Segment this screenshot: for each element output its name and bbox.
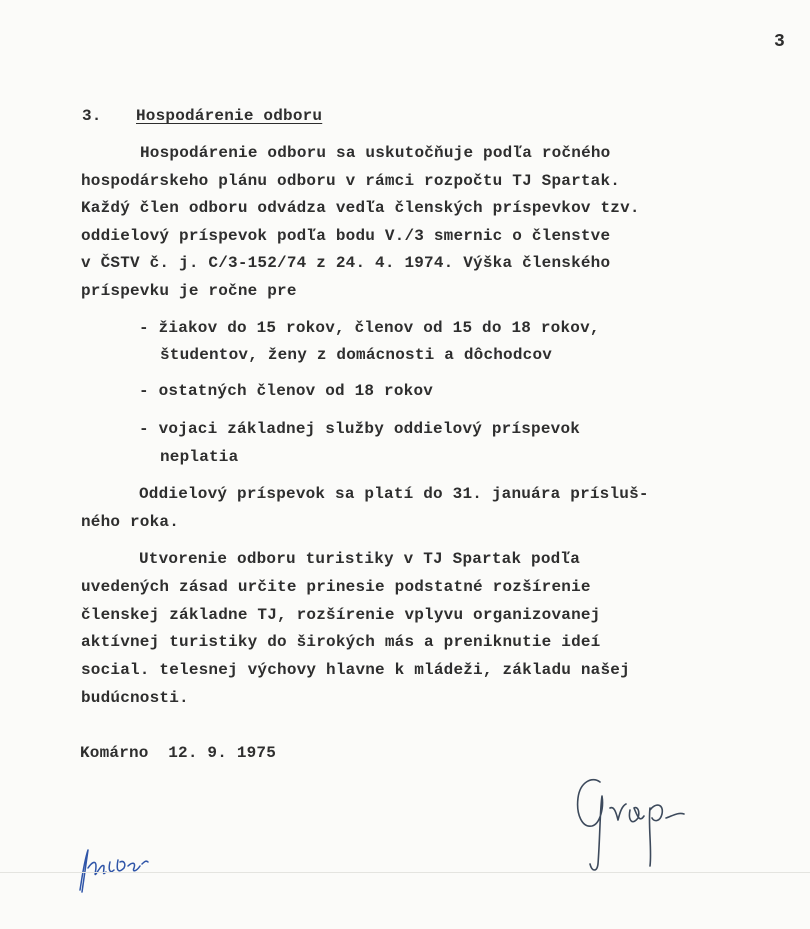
text-line: oddielový príspevok podľa bodu V./3 smernic o členstve [81,227,611,245]
scan-edge-line [0,872,810,873]
text-line: budúcnosti. [81,689,189,707]
text-line: Hospodárenie odboru sa uskutočňuje podľa ročného [140,144,611,162]
list-item: - vojaci základnej služby oddielový príspevok [139,420,581,438]
page-number: 3 [774,32,786,52]
text-line: Oddielový príspevok sa platí do 31. januára prísluš- [139,485,649,503]
list-item-continuation: študentov, ženy z domácnosti a dôchodcov [160,346,553,364]
text-line: Utvorenie odboru turistiky v TJ Spartak podľa [139,550,581,568]
signature-left [66,836,166,896]
signature-right [570,768,710,878]
list-item: - ostatných členov od 18 rokov [139,382,434,400]
text-line: Každý člen odboru odvádza vedľa členských príspevkov tzv. [81,199,640,217]
list-item: - žiakov do 15 rokov, členov od 15 do 18 rokov, [139,319,600,337]
place-and-date: Komárno 12. 9. 1975 [80,744,277,762]
section-number: 3. [82,107,102,125]
text-line: členskej základne TJ, rozšírenie vplyvu organizovanej [81,606,601,624]
text-line: uvedených zásad určite prinesie podstatné rozšírenie [81,578,591,596]
text-line: aktívnej turistiky do širokých más a preniknutie ideí [81,633,601,651]
text-line: hospodárskeho plánu odboru v rámci rozpočtu TJ Spartak. [81,172,621,190]
text-line: ného roka. [81,513,180,531]
text-line: príspevku je ročne pre [81,282,297,300]
section-title: Hospodárenie odboru [136,107,323,125]
text-line: social. telesnej výchovy hlavne k mládeži, základu našej [81,661,630,679]
list-item-continuation: neplatia [160,448,239,466]
text-line: v ČSTV č. j. C/3-152/74 z 24. 4. 1974. Výška členského [81,254,611,272]
